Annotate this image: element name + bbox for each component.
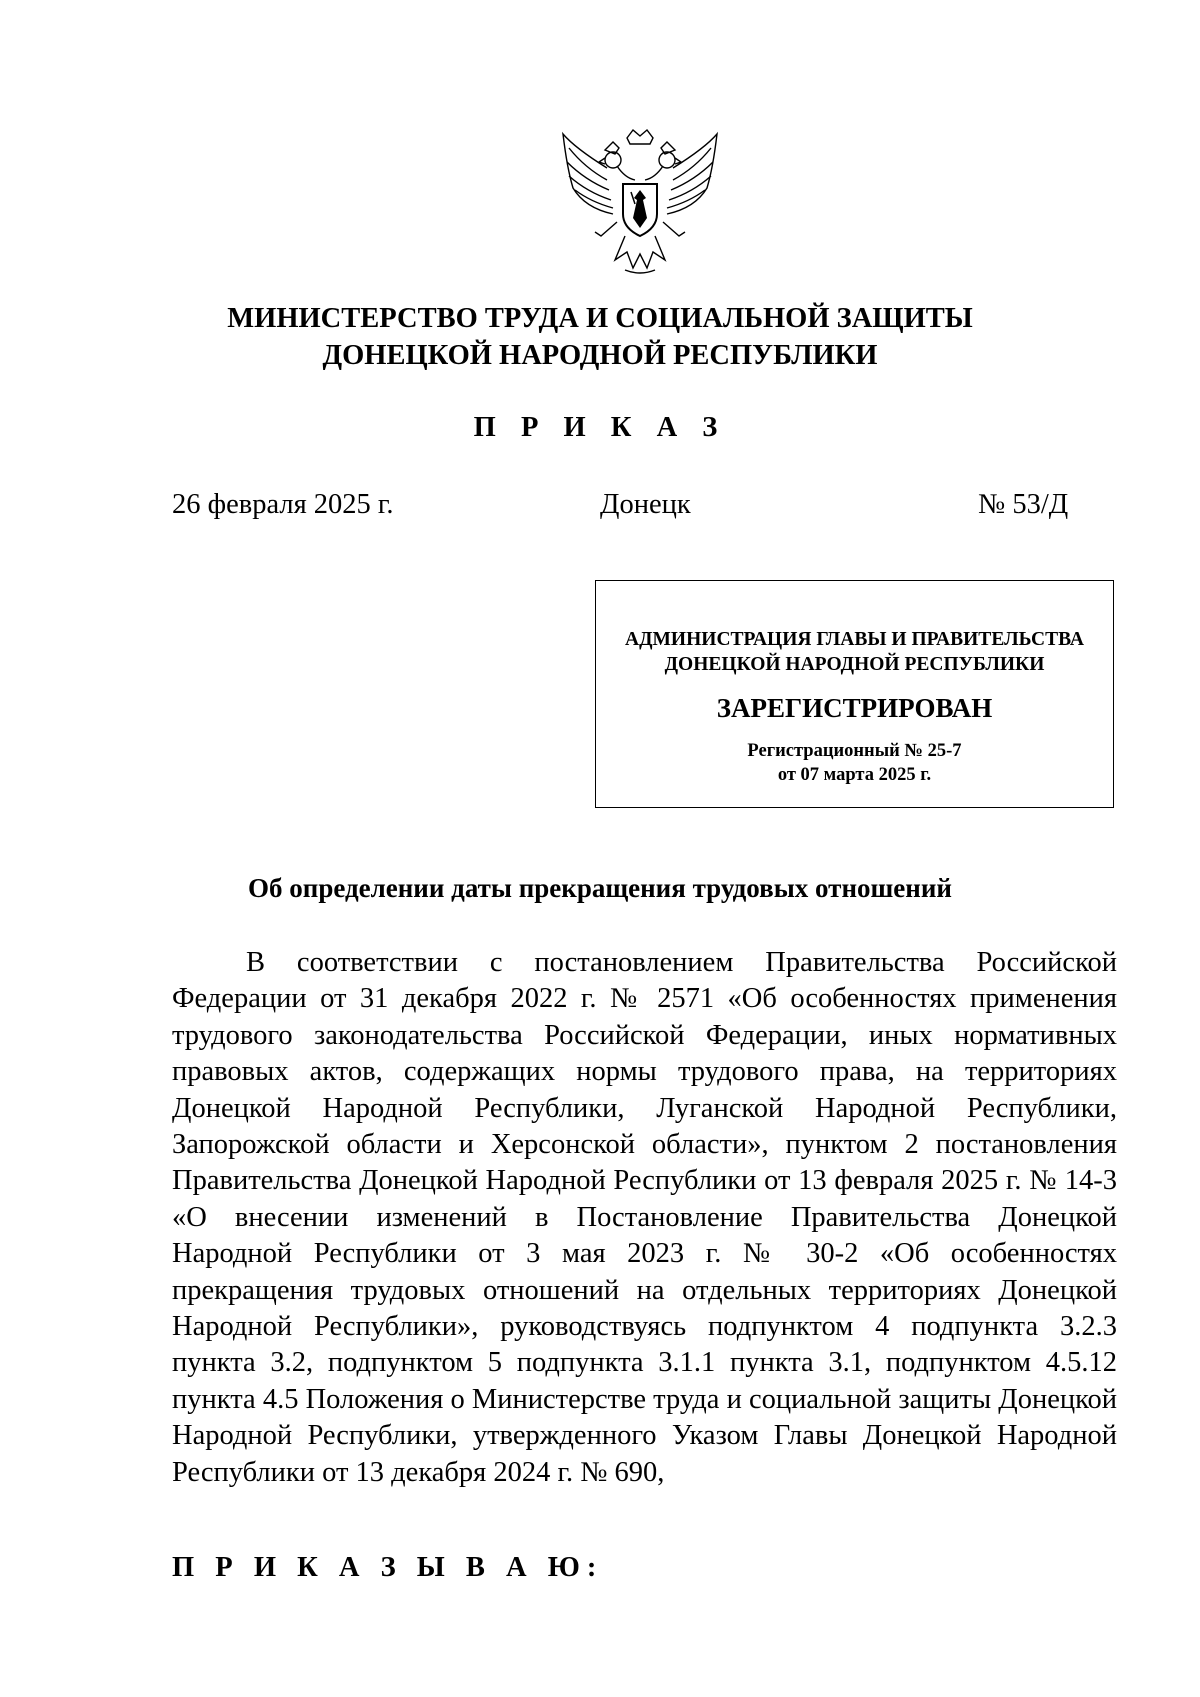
registration-status: ЗАРЕГИСТРИРОВАН [716,693,993,723]
registration-date: от 07 марта 2025 г. [777,765,932,785]
order-city: Донецк [600,489,691,520]
registration-number: Регистрационный № 25-7 [747,741,962,761]
registration-org-line2: ДОНЕЦКОЙ НАРОДНОЙ РЕСПУБЛИКИ [664,654,1045,675]
ministry-name-line1: МИНИСТЕРСТВО ТРУДА И СОЦИАЛЬНОЙ ЗАЩИТЫ [227,303,973,334]
registration-org-line1: АДМИНИСТРАЦИЯ ГЛАВЫ И ПРАВИТЕЛЬСТВА [625,629,1084,650]
order-date: 26 февраля 2025 г. [172,489,394,520]
order-subject: Об определении даты прекращения трудовых отношений [248,873,952,903]
decree-heading: П Р И К А З Ы В А Ю: [172,1552,604,1583]
coat-of-arms-icon [555,128,725,276]
ministry-name-line2: ДОНЕЦКОЙ НАРОДНОЙ РЕСПУБЛИКИ [322,340,878,371]
order-number: № 53/Д [978,489,1069,520]
document-type: П Р И К А З [473,412,727,443]
registration-stamp [595,580,1114,808]
order-preamble: В соответствии с постановлением Правительства Российской Федерации от 31 декабря 2022 г. № 2571 «Об особенностях применения трудового законодательства Российской Федерации, иных нормативных правовых актов, содержащих нормы трудового права, на территориях Донецкой Народной Республики, Луганской Народной Республики, Запорожской области и Херсонской области», пунктом 2 постановления Правительства Донецкой Народной Республики от 13 февраля 2025 г. № 14-3 «О внесении изменений в Постановление Правительства Донецкой Народной Республики от 3 мая 2023 г. № 30-2 «Об особенностях прекращения трудовых отношений на отдельных территориях Донецкой Народной Республики», руководствуясь подпунктом 4 подпункта 3.2.3 пункта 3.2, подпунктом 5 подпункта 3.1.1 пункта 3.1, подпунктом 4.5.12 пункта 4.5 Положения о Министерстве труда и социальной защиты Донецкой Народной Республики, утвержденного Указом Главы Донецкой Народной Республики от 13 декабря 2024 г. № 690, [172,947,1117,1488]
